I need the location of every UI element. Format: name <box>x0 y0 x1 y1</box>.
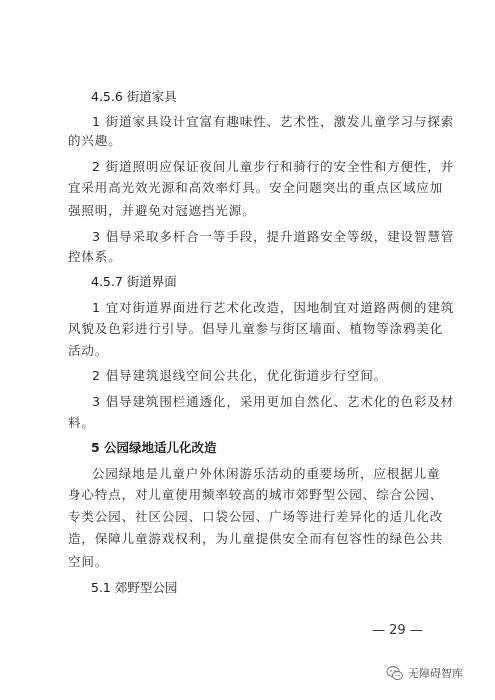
paragraph-line: 料。 <box>68 415 95 430</box>
section-heading-5-1: 5.1 郊野型公园 <box>91 580 178 595</box>
paragraph-line: 造，保障儿童游戏权利，为儿童提供安全而有包容性的绿色公共 <box>68 531 444 546</box>
paragraph-line: 风貌及色彩进行引导。倡导儿童参与街区墙面、植物等涂鸦美化 <box>68 321 444 336</box>
paragraph-line: 身心特点，对儿童使用频率较高的城市郊野型公园、综合公园、 <box>68 487 444 502</box>
section-heading-5: 5 公园绿地适儿化改造 <box>91 440 217 455</box>
paragraph-line: 2 街道照明应保证夜间儿童步行和骑行的安全性和方便性，并 <box>92 159 455 174</box>
paragraph-line: 强照明，并避免对冠遮挡光源。 <box>68 203 256 218</box>
paragraph-line: 1 街道家具设计宜富有趣味性、艺术性，激发儿童学习与探索 <box>92 114 455 129</box>
paragraph-line: 3 倡导建筑围栏通透化，采用更加自然化、艺术化的色彩及材 <box>92 394 455 409</box>
watermark-text: 无障碍智库 <box>408 667 463 680</box>
paragraph-line: 3 倡导采取多杆合一等手段，提升道路安全等级，建设智慧管 <box>92 229 455 244</box>
paragraph-line: 1 宜对街道界面进行艺术化改造，因地制宜对道路两侧的建筑 <box>92 300 455 315</box>
watermark <box>386 664 463 682</box>
paragraph-line: 公园绿地是儿童户外休闲游乐活动的重要场所，应根据儿童 <box>92 466 441 481</box>
paragraph-line: 活动。 <box>68 343 109 358</box>
section-heading-4-5-6: 4.5.6 街道家具 <box>91 89 177 104</box>
section-heading-4-5-7: 4.5.7 街道界面 <box>91 274 177 289</box>
paragraph-line: 宜采用高光效光源和高效率灯具。安全问题突出的重点区域应加 <box>68 180 444 195</box>
wechat-icon <box>386 664 404 682</box>
paragraph-line: 控体系。 <box>68 249 122 264</box>
paragraph-line: 的兴趣。 <box>68 133 122 148</box>
paragraph-line: 专类公园、社区公园、口袋公园、广场等进行差异化的适儿化改 <box>68 509 444 524</box>
paragraph-line: 空间。 <box>68 554 109 569</box>
page-number: — 29 — <box>372 623 423 638</box>
paragraph-line: 2 倡导建筑退线空间公共化，优化街道步行空间。 <box>92 368 388 383</box>
